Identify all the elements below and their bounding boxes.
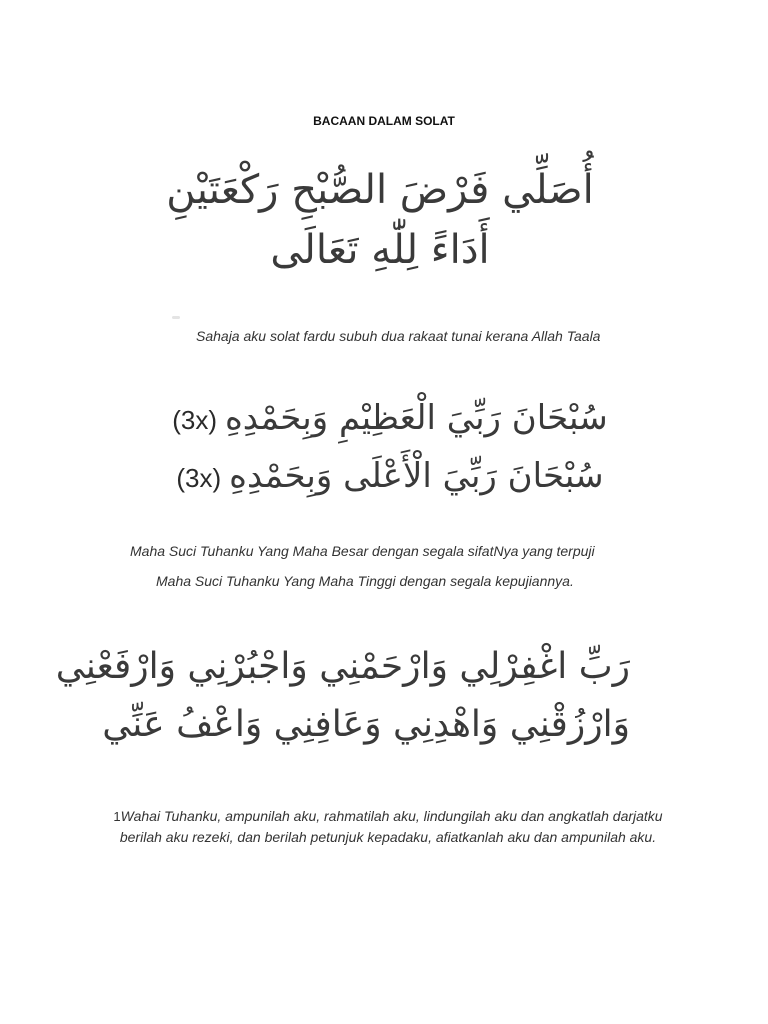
niat-translation: Sahaja aku solat fardu subuh dua rakaat tunai kerana Allah Taala (196, 328, 601, 344)
niat-arabic-line-1: أُصَلِّي فَرْضَ الصُّبْحِ رَكْعَتَيْنِ (166, 167, 594, 213)
tasbih-arabic-block (170, 390, 610, 506)
page-title: BACAAN DALAM SOLAT (313, 114, 455, 128)
niat-arabic-block (160, 160, 600, 280)
tasbih-sujud-row (170, 448, 610, 506)
doa-arabic-line-1: رَبِّ اغْفِرْلِي وَارْحَمْنِي وَاجْبُرْنِي وَارْفَعْنِي (55, 646, 630, 687)
scan-smudge (172, 316, 180, 319)
doa-translation: Wahai Tuhanku, ampunilah aku, rahmatilah aku, lindungilah aku dan angkatlah darjatku berilah aku rezeki, dan berilah petunjuk kepadaku, afiatkanlah aku dan ampunilah aku. (119, 808, 663, 845)
tasbih-rukuk-row (170, 390, 610, 448)
doa-arabic-block (55, 638, 630, 754)
doa-translation-paragraph (108, 806, 668, 848)
sujud-repeat-count: (3x) (176, 463, 222, 493)
footnote-mark: 1 (113, 809, 121, 824)
niat-arabic-line-2: أَدَاءً لِلّٰهِ تَعَالَى (270, 227, 490, 273)
doa-arabic-line-2: وَارْزُقْنِي وَاهْدِنِي وَعَافِنِي وَاعْفُ عَنِّي (102, 704, 630, 745)
rukuk-repeat-count: (3x) (172, 405, 217, 435)
sujud-translation: Maha Suci Tuhanku Yang Maha Tinggi dengan segala kepujiannya. (156, 573, 574, 589)
tasbih-rukuk-arabic: سُبْحَانَ رَبِّيَ الْعَظِيْمِ وَبِحَمْدِهِ (224, 398, 608, 438)
tasbih-sujud-arabic: سُبْحَانَ رَبِّيَ الْأَعْلَى وَبِحَمْدِهِ (229, 456, 604, 496)
rukuk-translation: Maha Suci Tuhanku Yang Maha Besar dengan segala sifatNya yang terpuji (130, 543, 595, 559)
